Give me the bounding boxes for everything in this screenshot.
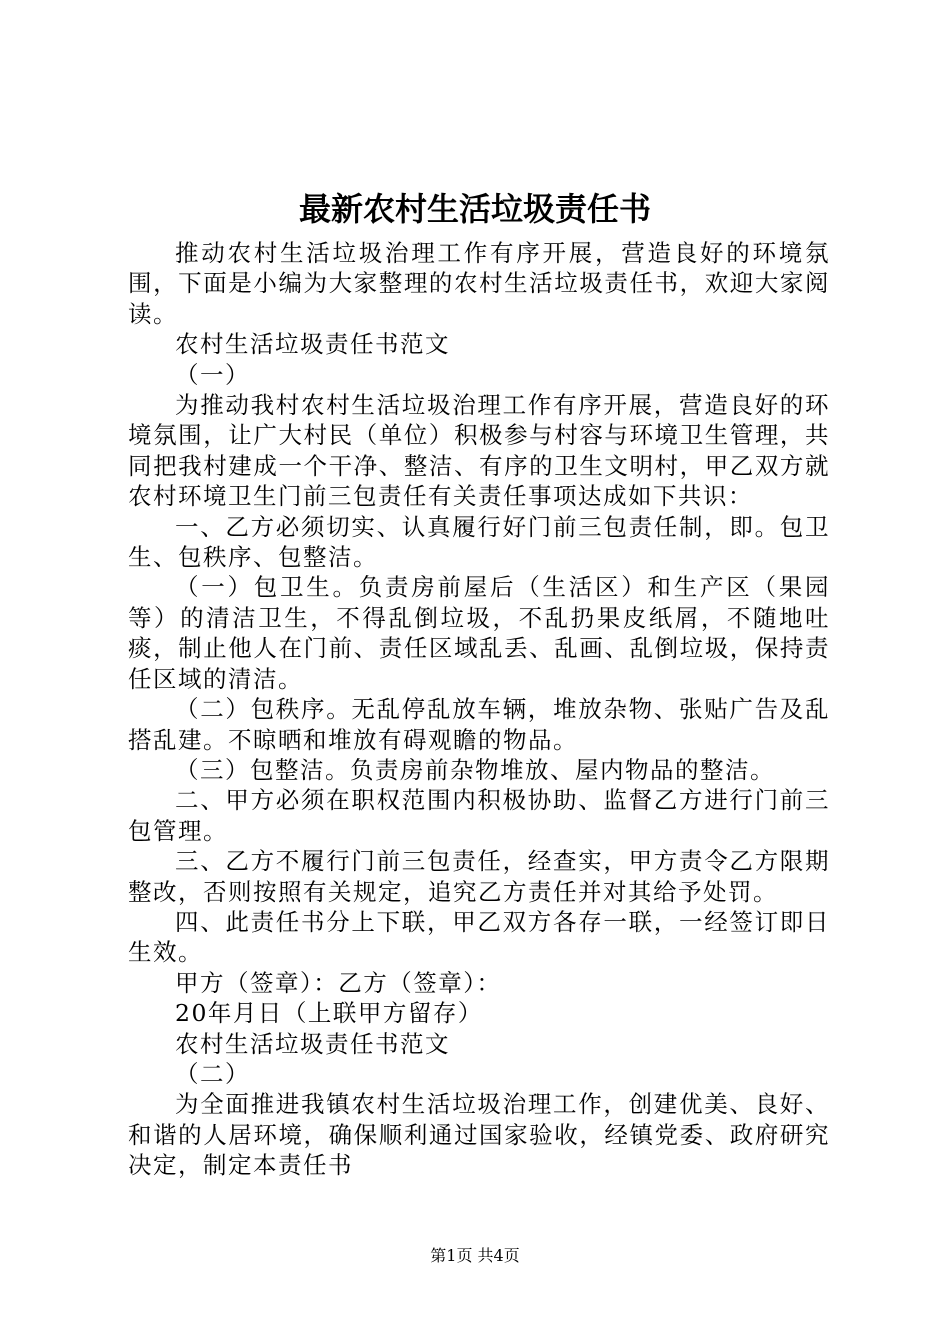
sub-clause-1: （一）包卫生。负责房前屋后（生活区）和生产区（果园等）的清洁卫生，不得乱倒垃圾，不乱扔果皮纸屑，不随地吐痰，制止他人在门前、责任区域乱丢、乱画、乱倒垃圾，保持责任区域的清洁。 [128,573,830,693]
page-footer: 第1页 共4页 [430,1246,520,1265]
section-heading: 农村生活垃圾责任书范文 [175,1029,450,1058]
paragraph-intro: 推动农村生活垃圾治理工作有序开展，营造良好的环境氛围，下面是小编为大家整理的农村生活垃圾责任书，欢迎大家阅读。 [128,239,830,328]
section-heading: 农村生活垃圾责任书范文 [175,330,450,359]
paragraph: 为推动我村农村生活垃圾治理工作有序开展，营造良好的环境氛围，让广大村民（单位）积极参与村容与环境卫生管理，共同把我村建成一个干净、整洁、有序的卫生文明村，甲乙双方就农村环境卫生门前三包责任有关责任事项达成如下共识： [128,391,830,511]
document-title: 最新农村生活垃圾责任书 [298,190,651,228]
clause-3: 三、乙方不履行门前三包责任，经查实，甲方责令乙方限期整改，否则按照有关规定，追究乙方责任并对其给予处罚。 [128,847,830,906]
date-line: 20年月日（上联甲方留存） [175,999,483,1028]
clause-2: 二、甲方必须在职权范围内积极协助、监督乙方进行门前三包管理。 [128,786,830,845]
section-number: （一） [175,360,250,389]
paragraph: 为全面推进我镇农村生活垃圾治理工作，创建优美、良好、和谐的人居环境，确保顺利通过国家验收，经镇党委、政府研究决定，制定本责任书 [128,1090,830,1180]
sub-clause-2: （二）包秩序。无乱停乱放车辆，堆放杂物、张贴广告及乱搭乱建。不晾晒和堆放有碍观瞻的物品。 [128,695,830,754]
signature-line: 甲方（签章）：乙方（签章）： [175,968,502,997]
sub-clause-3: （三）包整洁。负责房前杂物堆放、屋内物品的整洁。 [175,755,775,784]
clause-4: 四、此责任书分上下联，甲乙双方各存一联，一经签订即日生效。 [128,907,830,967]
document-body [128,238,830,1181]
clause-1: 一、乙方必须切实、认真履行好门前三包责任制，即。包卫生、包秩序、包整洁。 [128,512,830,572]
section-number: （二） [175,1059,250,1088]
